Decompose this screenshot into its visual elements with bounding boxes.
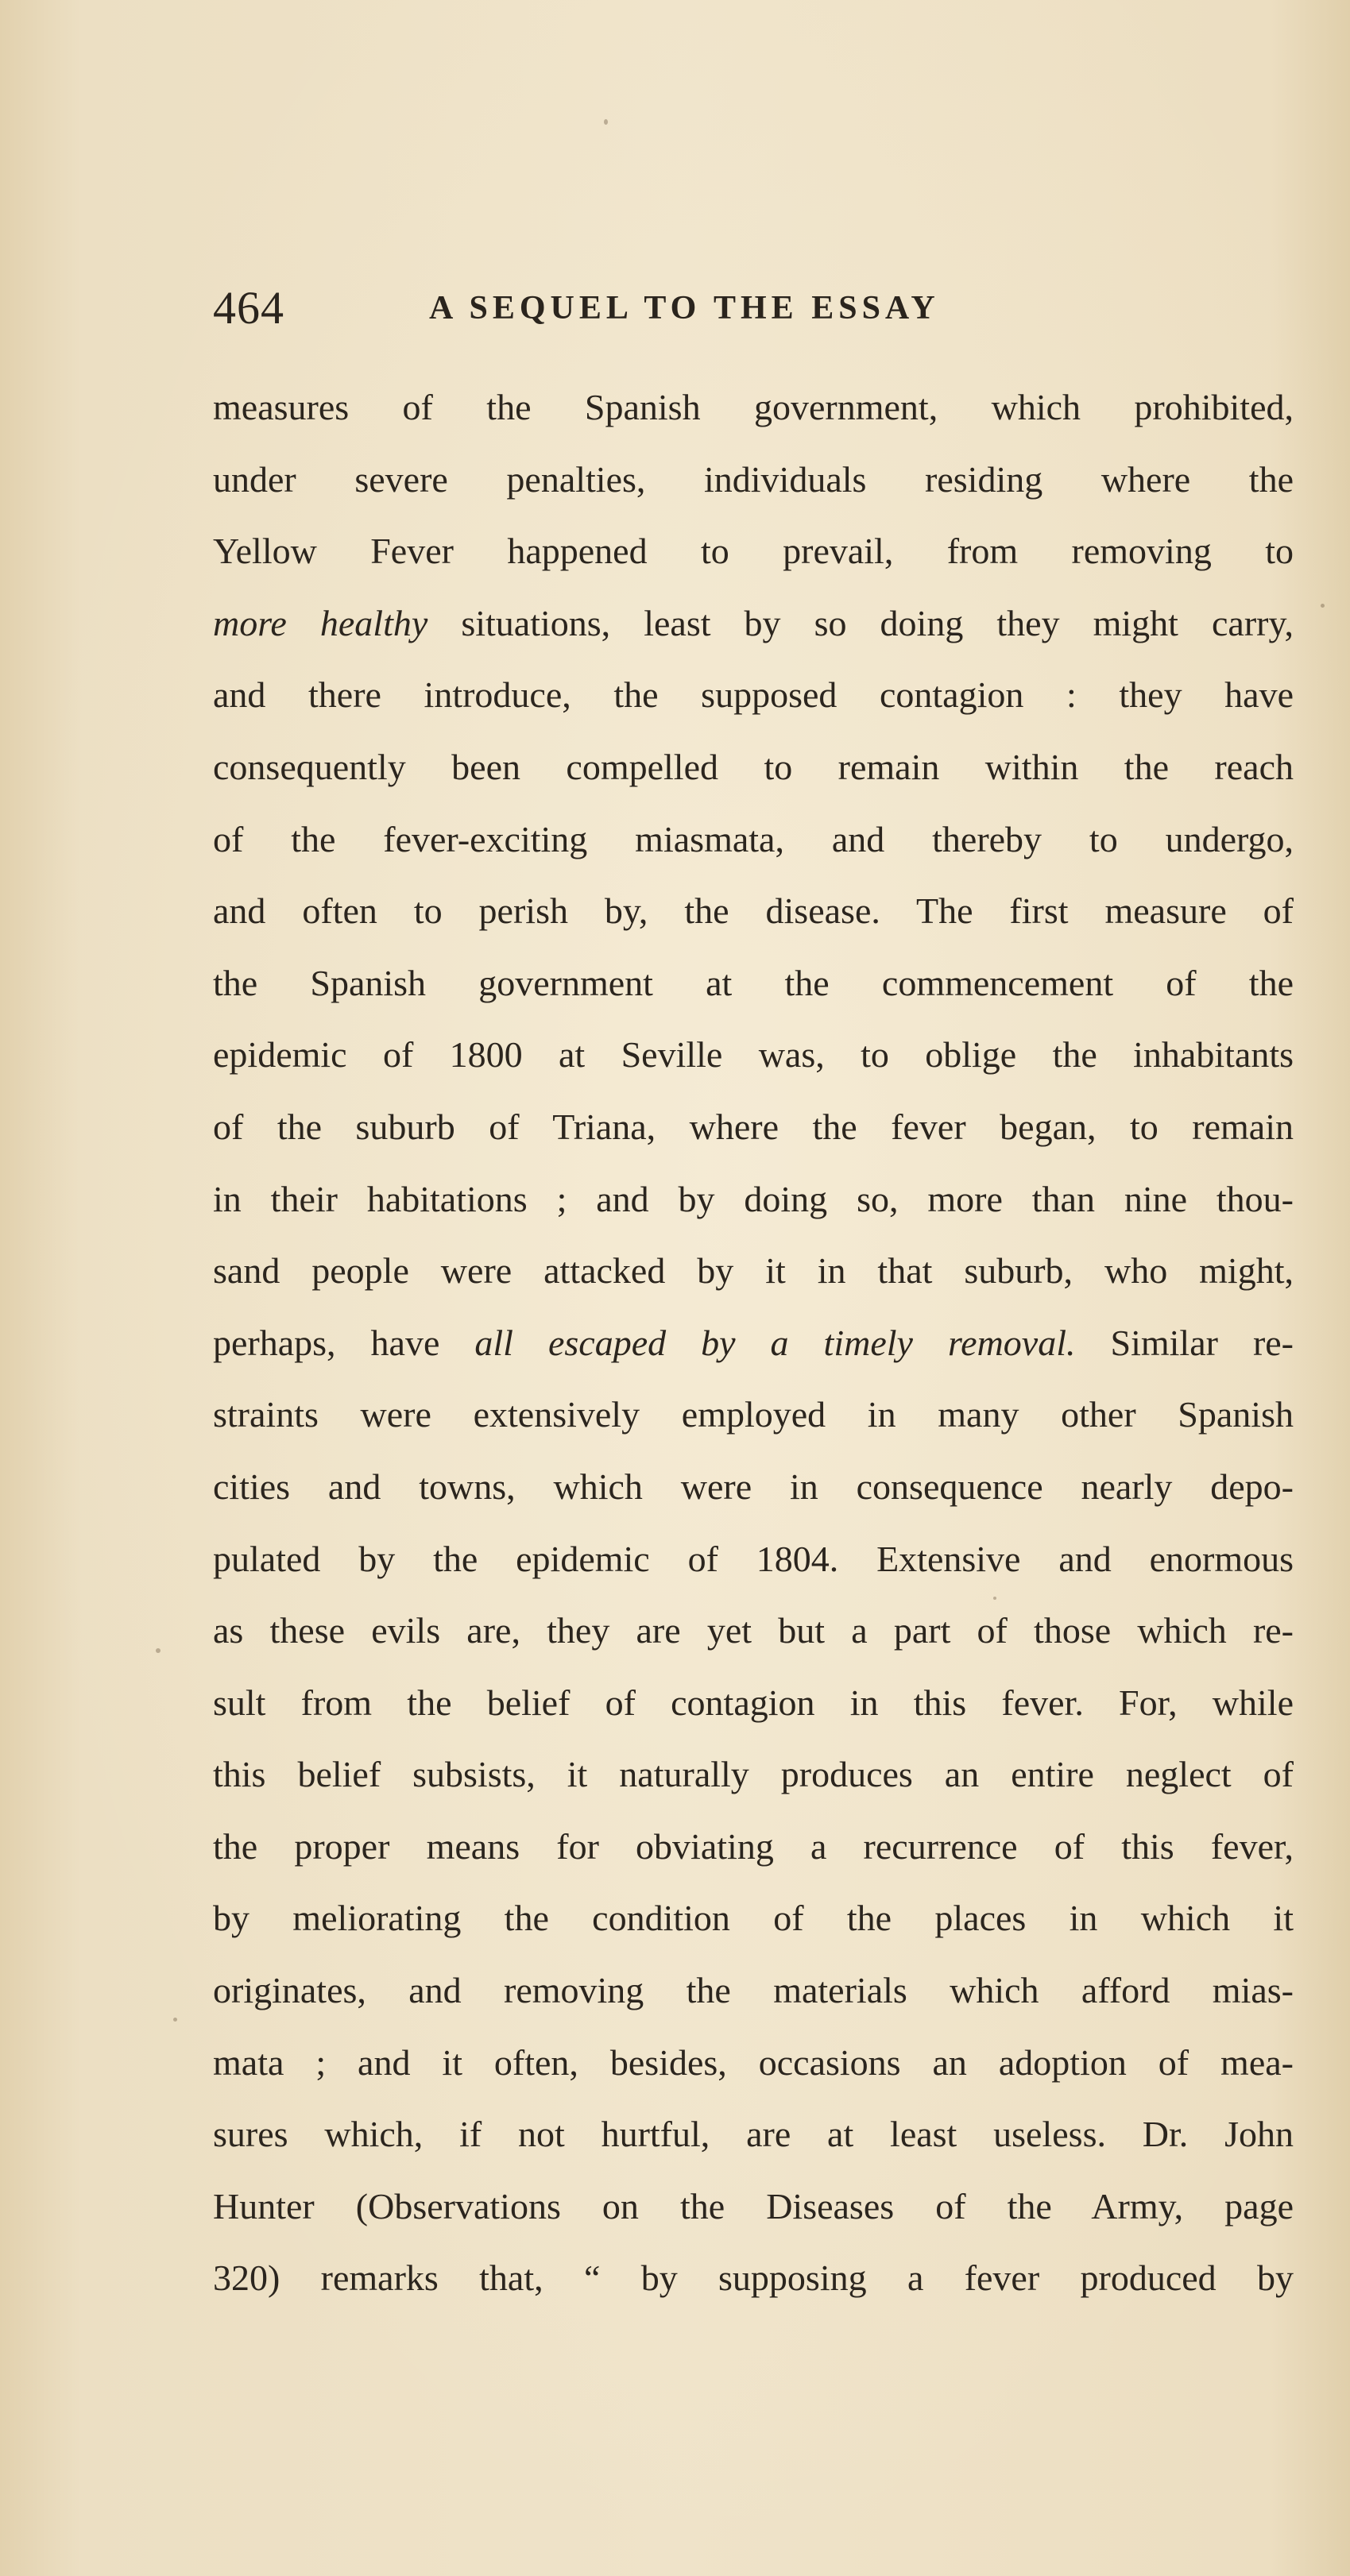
text-line: in their habitations ; and by doing so, more than nine thou- bbox=[213, 1178, 1294, 1219]
text-line: mata ; and it often, besides, occasions an adoption of mea- bbox=[213, 2041, 1294, 2083]
text-line: and there introduce, the supposed contagion : they have bbox=[213, 674, 1294, 716]
paper-speck bbox=[993, 1597, 996, 1600]
text-line: more healthy situations, least by so doing they might carry, bbox=[213, 602, 1294, 643]
body-text bbox=[213, 372, 1294, 2315]
text-line: sult from the belief of contagion in this fever. For, while bbox=[213, 1682, 1294, 1723]
text-line: sures which, if not hurtful, are at least useless. Dr. John bbox=[213, 2114, 1294, 2155]
running-head: A SEQUEL TO THE ESSAY bbox=[429, 290, 940, 326]
page-number: 464 bbox=[213, 282, 284, 334]
paper-speck bbox=[156, 1648, 161, 1653]
text-line: as these evils are, they are yet but a part of those which re- bbox=[213, 1610, 1294, 1651]
page-header bbox=[213, 276, 1135, 340]
paper-speck bbox=[604, 119, 608, 125]
text-line: straints were extensively employed in many other Spanish bbox=[213, 1394, 1294, 1435]
text-line: sand people were attacked by it in that suburb, who might, bbox=[213, 1250, 1294, 1292]
italic-phrase: all escaped by a timely removal. bbox=[474, 1322, 1076, 1363]
text-line: epidemic of 1800 at Seville was, to oblige the inhabitants bbox=[213, 1034, 1294, 1076]
text-line: 320) remarks that, “ by supposing a fever produced by bbox=[213, 2257, 1294, 2299]
paper-speck bbox=[173, 2018, 177, 2022]
text-line: measures of the Spanish government, which prohibited, bbox=[213, 387, 1294, 427]
text-line: of the fever-exciting miasmata, and thereby to undergo, bbox=[213, 818, 1294, 859]
italic-phrase: more healthy bbox=[213, 602, 428, 643]
text-line: of the suburb of Triana, where the fever began, to remain bbox=[213, 1106, 1294, 1147]
text-line: under severe penalties, individuals residing where the bbox=[213, 458, 1294, 500]
text-line: the Spanish government at the commencement of the bbox=[213, 962, 1294, 1003]
text-line: cities and towns, which were in consequence nearly depo- bbox=[213, 1466, 1294, 1507]
text-line: by meliorating the condition of the places in which it bbox=[213, 1898, 1294, 1939]
paper-speck bbox=[1321, 604, 1325, 608]
text-line: perhaps, have all escaped by a timely removal. Similar re- bbox=[213, 1322, 1294, 1363]
text-line: pulated by the epidemic of 1804. Extensive and enormous bbox=[213, 1538, 1294, 1579]
text-line: this belief subsists, it naturally produces an entire neglect of bbox=[213, 1754, 1294, 1795]
text-line: Hunter (Observations on the Diseases of the Army, page bbox=[213, 2185, 1294, 2226]
text-line: the proper means for obviating a recurrence of this fever, bbox=[213, 1825, 1294, 1867]
text-line: consequently been compelled to remain within the reach bbox=[213, 746, 1294, 787]
text-line: and often to perish by, the disease. The first measure of bbox=[213, 890, 1294, 932]
text-line: Yellow Fever happened to prevail, from removing to bbox=[213, 531, 1294, 572]
text-line: originates, and removing the materials which afford mias- bbox=[213, 1970, 1294, 2011]
